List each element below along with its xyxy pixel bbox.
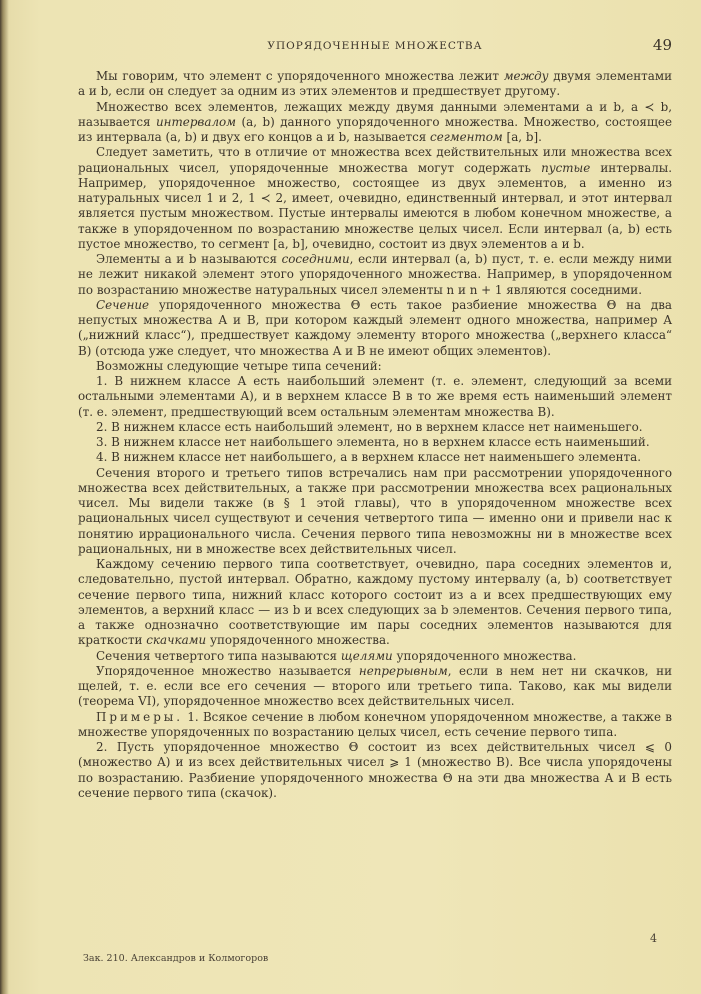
text-run: Множество всех элементов, лежащих между двумя данными элементами a и b, a ≺ b, называется (78, 99, 672, 129)
paragraph (78, 466, 672, 558)
paragraph (78, 145, 672, 252)
paragraph (78, 450, 672, 465)
text-run: Возможны следующие четыре типа сечений: (96, 358, 382, 373)
paragraph (78, 69, 672, 100)
paragraph (78, 740, 672, 801)
text-run: Сечения второго и третьего типов встречались нам при рассмотрении упорядоченного множества всех действительных, а также при рассмотрении множества всех рациональных чисел. Мы видели также (в § 1 этой главы), что в упорядоченном множестве всех рациональных чисел существуют и сечения четвертого типа — именно они и привели нас к понятию иррационального числа. Сечения первого типа невозможны ни в множестве всех рациональных, ни в множестве всех действительных чисел. (78, 465, 672, 556)
paragraph (78, 649, 672, 664)
text-run: Мы говорим, что элемент c упорядоченного множества лежит (96, 69, 504, 83)
text-run: [a, b]. (502, 130, 542, 144)
italic-term: Сечение (96, 297, 150, 312)
spaced-heading: Примеры. (96, 709, 184, 724)
italic-term: непрерывным (358, 663, 448, 678)
text-run: Элементы a и b называются (96, 252, 282, 266)
text-run: двумя элементами a и b, если он следует за одним из этих элементов и предшествует другому. (78, 69, 673, 99)
text-run: 3. В нижнем классе нет наибольшего элемента, но в верхнем классе есть наименьший. (96, 435, 650, 449)
paragraph (78, 374, 672, 420)
italic-term: между (503, 69, 549, 83)
italic-term: сегментом (430, 130, 503, 144)
italic-term: скачками (146, 633, 207, 648)
text-run: , если в нем нет ни скачков, ни щелей, т. е. если все его сечения — второго или третьего типа. Таково, как мы видели (теорема VI), упорядоченное множество всех действительных чисел. (78, 663, 672, 709)
text-run: , если интервал (a, b) пуст, т. е. если между ними не лежит никакой элемент этого упорядоченного множества. Например, в упорядоченном по возрастанию множестве натуральных чисел элементы n и n + 1 являются соседними. (78, 252, 672, 297)
text-run: упорядоченного множества Θ есть такое разбиение множества Θ на два непустых множества A и B, при котором каждый элемент одного множества, например A („нижний класс“), предшествует каждому элементу второго множества („верхнего класса“ B) (отсюда уже следует, что множества A и B не имеют общих элементов). (78, 297, 672, 358)
text-run: упорядоченного множества. (206, 633, 390, 648)
page-number: 49 (652, 36, 672, 54)
text-run: 1. Всякое сечение в любом конечном упорядоченном множестве, а также в множестве упорядоченных по возрастанию целых чисел, есть сечение первого типа. (78, 709, 672, 739)
running-title: УПОРЯДОЧЕННЫЕ МНОЖЕСТВА (267, 40, 483, 52)
text-run: 4. В нижнем классе нет наибольшего, а в верхнем классе нет наименьшего элемента. (96, 450, 641, 465)
italic-term: соседними (281, 252, 350, 266)
paragraph (78, 710, 672, 741)
italic-term: щелями (340, 648, 393, 663)
imprint-footer: Зак. 210. Александров и Колмогоров (83, 953, 269, 964)
paragraph (78, 298, 672, 359)
text-run: (a, b) данного упорядоченного множества. Множество, состоящее из интервала (a, b) и двух его концов a и b, называется (78, 114, 672, 144)
paragraph (78, 252, 672, 298)
italic-term: пустые (541, 160, 591, 175)
text-run: интервалы. Например, упорядоченное множество, состоящее из двух элементов, а именно из натуральных чисел 1 и 2, 1 ≺ 2, имеет, очевидно, единственный интервал, и этот интервал является пустым множеством. Пустые интервалы имеются в любом конечном множестве, а также в упорядоченном по возрастанию множестве целых чисел. Если интервал (a, b) есть пустое множество, то сегмент [a, b], очевидно, состоит из двух элементов a и b. (78, 160, 672, 251)
text-run: 2. В нижнем классе есть наибольший элемент, но в верхнем классе нет наименьшего. (96, 419, 643, 434)
paragraph (78, 359, 672, 374)
paragraph (78, 664, 672, 710)
italic-term: интервалом (156, 114, 237, 129)
text-run: Сечения четвертого типа называются (96, 648, 341, 663)
text-run: Каждому сечению первого типа соответствует, очевидно, пара соседних элементов и, следовательно, пустой интервал. Обратно, каждому пустому интервалу (a, b) соответствует сечение первого типа, нижний класс которого состоит из a и всех предшествующих ему элементов, а верхний класс — из b и всех следующих за b элементов. Сечения первого типа, а также однозначно соответствующие им пары соседних элементов называются для краткости (78, 557, 672, 648)
paragraph (78, 435, 672, 450)
text-run: упорядоченного множества. (392, 648, 577, 663)
signature-mark: 4 (650, 932, 657, 945)
paragraph (78, 420, 672, 435)
text-run: 1. В нижнем классе A есть наибольший элемент (т. е. элемент, следующий за всеми остальными элементами A), и в верхнем классе B в то же время есть наименьший элемент (т. е. элемент, предшествующий всем остальным элементам множества B). (78, 374, 672, 419)
page-header (78, 37, 672, 55)
text-run: 2. Пусть упорядоченное множество Θ состоит из всех действительных чисел ⩽ 0 (множество A) и из всех действительных чисел ⩾ 1 (множество B). Все числа упорядочены по возрастанию. Разбиение упорядоченного множества Θ на эти два множества A и B есть сечение первого типа (скачок). (78, 740, 672, 800)
text-run: Упорядоченное множество называется (96, 663, 359, 678)
page-body (78, 69, 672, 801)
paragraph (78, 557, 672, 649)
text-run: Следует заметить, что в отличие от множества всех действительных или множества всех рациональных чисел, упорядоченные множества могут содержать (78, 145, 672, 175)
paragraph (78, 100, 672, 146)
